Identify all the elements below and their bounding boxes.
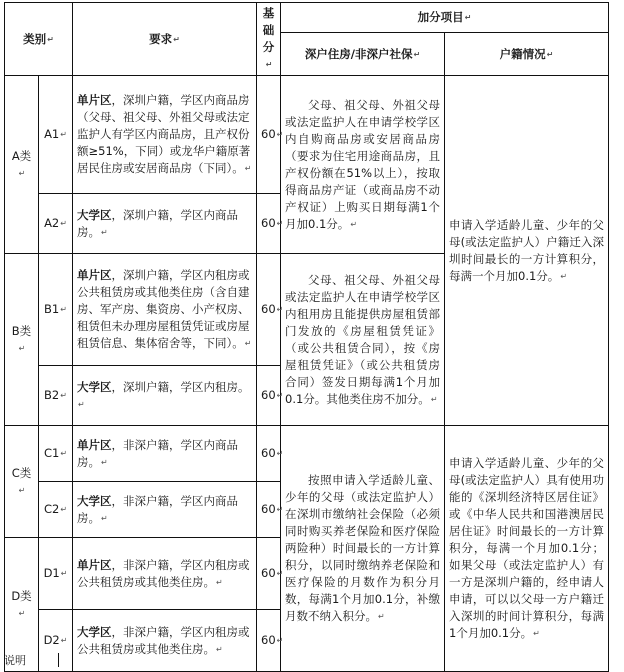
base-score-c1: 60↵ [257, 426, 281, 482]
category-d: D类↵ [5, 538, 39, 672]
base-score-c2: 60↵ [257, 482, 281, 538]
base-score-b1: 60↵ [257, 254, 281, 366]
code-d2: D2↵ [39, 610, 73, 672]
category-b: B类↵ [5, 254, 39, 426]
base-score-a2: 60↵ [257, 194, 281, 254]
bonus-residence-a: 父母、祖父母、外祖父母或法定监护人在申请学校学区内自购商品房或安居商品房（要求为住宅用途商品房，且产权份额在51%以上），按取得商品房产证（或商品房不动产权证）上购买日期每满1个月加0.1分。↵ [281, 76, 445, 254]
code-a1: A1↵ [39, 76, 73, 194]
header-row [5, 3, 609, 33]
code-c1: C1↵ [39, 426, 73, 482]
code-d1: D1↵ [39, 538, 73, 610]
base-score-d2: 60↵ [257, 610, 281, 672]
code-a2: A2↵ [39, 194, 73, 254]
requirement-c2: 大学区，非深户籍，学区内商品房。↵ [73, 482, 257, 538]
code-c2: C2↵ [39, 482, 73, 538]
bonus-residence-b: 父母、祖父母、外祖父母或法定监护人在申请学校学区内租用房且能提供房屋租赁部门发放的《房屋租赁凭证》（或公共租赁合同），按《房屋租赁凭证》（或公共租赁房合同）签发日期每满1个月加0.1分。其他类住房不加分。↵ [281, 254, 445, 426]
category-c: C类↵ [5, 426, 39, 538]
header-base-score: 基础分↵ [257, 3, 281, 76]
requirement-b1: 单片区，深圳户籍，学区内租房或公共租赁房或其他类住房（含自建房、军产房、集资房、小产权房、租赁但未办理房屋租赁凭证或房屋租赁信息、集体宿舍等，下同）。↵ [73, 254, 257, 366]
header-bonus: 加分项目↵ [281, 3, 609, 33]
table-row [5, 426, 609, 482]
table-row [5, 76, 609, 194]
footer-divider [58, 653, 59, 667]
bonus-hukou-cd: 申请入学适龄儿童、少年的父母(或法定监护人）具有使用功能的《深圳经济特区居住证》或《中华人民共和国港澳居民居住证》时间最长的一方计算积分，每满一个月加0.1分；如果父母（或法定监护人）有一方是深圳户籍的，经申请人申请，可以以父母一方户籍迁入深圳的时间计算积分，每满1个月加0.1分。↵ [445, 426, 609, 672]
requirement-d2: 大学区，非深户籍，学区内租房或公共租赁房或其他类住房。↵ [73, 610, 257, 672]
header-residence-social: 深户住房/非深户社保↵ [281, 33, 445, 76]
bonus-social-cd: 按照申请入学适龄儿童、少年的父母（或法定监护人）在深圳市缴纳社会保险（必须同时购买养老保险和医疗保险两险种）时间最长的一方计算积分，以同时缴纳养老保险和医疗保险的月数作为积分月数，每满1个月加0.1分，补缴月数不纳入积分。↵ [281, 426, 445, 672]
header-hukou: 户籍情况↵ [445, 33, 609, 76]
base-score-d1: 60↵ [257, 538, 281, 610]
category-a: A类↵ [5, 76, 39, 254]
code-b2: B2↵ [39, 366, 73, 426]
requirement-b2: 大学区，深圳户籍，学区内租房。↵ [73, 366, 257, 426]
header-requirement: 要求↵ [73, 3, 257, 76]
code-b1: B1↵ [39, 254, 73, 366]
admission-score-table [4, 2, 609, 672]
base-score-a1: 60↵ [257, 76, 281, 194]
requirement-c1: 单片区，非深户籍，学区内商品房。↵ [73, 426, 257, 482]
bonus-hukou-ab: 申请入学适龄儿童、少年的父母(或法定监护人）户籍迁入深圳时间最长的一方计算积分，每满一个月加0.1分。↵ [445, 76, 609, 426]
footer-note: 说明 [4, 654, 26, 667]
requirement-d1: 单片区，非深户籍，学区内租房或公共租赁房或其他类住房。↵ [73, 538, 257, 610]
base-score-b2: 60↵ [257, 366, 281, 426]
requirement-a1: 单片区，深圳户籍，学区内商品房（父母、祖父母、外祖父母或法定监护人有学区内商品房，且产权份额≥51%，下同）或龙华户籍原著居民住房或安居商品房（下同）。↵ [73, 76, 257, 194]
requirement-a2: 大学区，深圳户籍，学区内商品房。↵ [73, 194, 257, 254]
header-category: 类别↵ [5, 3, 73, 76]
